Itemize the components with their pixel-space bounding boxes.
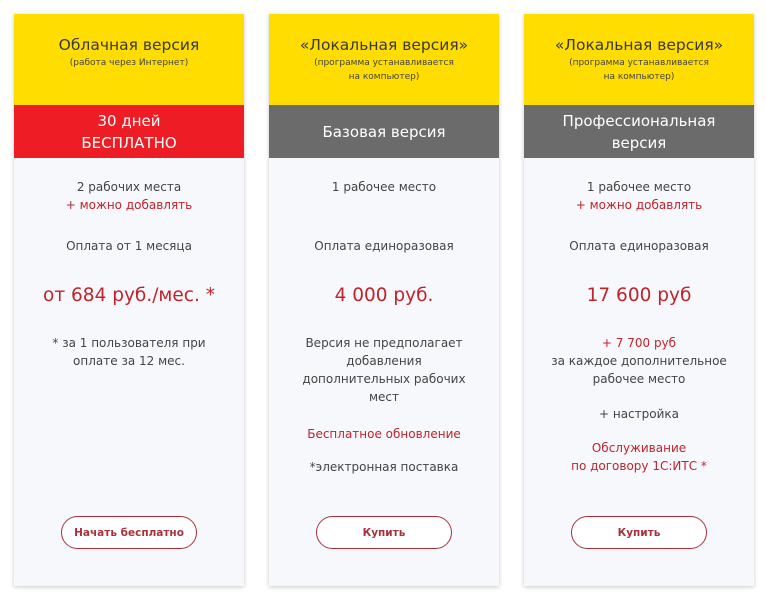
payment-info: Оплата единоразовая (314, 239, 454, 253)
plan-subtitle-line-2: на компьютер) (603, 72, 675, 82)
plan-title: «Локальная версия» (299, 36, 469, 54)
plan-card-local-basic (269, 14, 499, 586)
price-note (14, 334, 244, 370)
delivery-note: *электронная поставка (309, 460, 459, 474)
plan-header (269, 14, 499, 105)
plan-subtitle-line-1: (программа устанавливается (569, 58, 709, 68)
plan-card-cloud (14, 14, 244, 586)
band-line-1: Профессиональная (562, 111, 716, 130)
plan-band (14, 105, 244, 158)
band-line-2: БЕСПЛАТНО (81, 133, 177, 152)
start-free-button[interactable]: Начать бесплатно (61, 516, 197, 549)
plan-subtitle-line-1: (программа устанавливается (314, 58, 454, 68)
extra-price: + 7 700 руб (601, 336, 677, 350)
band-line-1: Базовая версия (322, 122, 446, 141)
plan-header (14, 14, 244, 105)
setup-note: + настройка (598, 407, 679, 421)
seats-extra: + можно добавлять (65, 198, 193, 212)
service-info (524, 439, 754, 475)
desc-line-1: Версия не предполагает (305, 336, 463, 350)
service-line-2: по договору 1С:ИТС * (571, 459, 707, 473)
note-line-2: оплате за 12 мес. (73, 354, 185, 368)
plan-description (269, 334, 499, 406)
plan-card-local-pro (524, 14, 754, 586)
plan-header (524, 14, 754, 105)
plan-title: «Локальная версия» (554, 36, 724, 54)
seats-count: 2 рабочих места (76, 180, 182, 194)
plan-price: от 684 руб./мес. * (43, 285, 215, 306)
note-line-1: * за 1 пользователя при (52, 336, 206, 350)
service-line-1: Обслуживание (591, 441, 687, 455)
extra-line-1: за каждое дополнительное (551, 354, 727, 368)
plan-band (269, 105, 499, 158)
desc-line-4: мест (368, 390, 400, 404)
seats-extra: + можно добавлять (575, 198, 703, 212)
plan-title: Облачная версия (58, 36, 200, 54)
extra-seat-info (524, 334, 754, 388)
desc-line-3: дополнительных рабочих (302, 372, 466, 386)
seats-count: 1 рабочее место (331, 180, 437, 194)
seats-info (14, 178, 244, 214)
plan-price: 4 000 руб. (334, 285, 434, 306)
desc-line-2: добавления (346, 354, 422, 368)
plan-price: 17 600 руб (586, 285, 692, 306)
extra-line-2: рабочее место (592, 372, 686, 386)
plan-band (524, 105, 754, 158)
plan-subtitle-line-2: на компьютер) (348, 72, 420, 82)
plan-subtitle: (работа через Интернет) (69, 58, 189, 68)
free-update: Бесплатное обновление (307, 427, 461, 441)
seats-info (524, 178, 754, 214)
payment-info: Оплата единоразовая (569, 239, 709, 253)
band-line-1: 30 дней (97, 111, 161, 130)
buy-button-basic[interactable]: Купить (316, 516, 452, 549)
seats-count: 1 рабочее место (586, 180, 692, 194)
buy-button-pro[interactable]: Купить (571, 516, 707, 549)
band-line-2: версия (611, 133, 667, 152)
payment-info: Оплата от 1 месяца (66, 239, 192, 253)
